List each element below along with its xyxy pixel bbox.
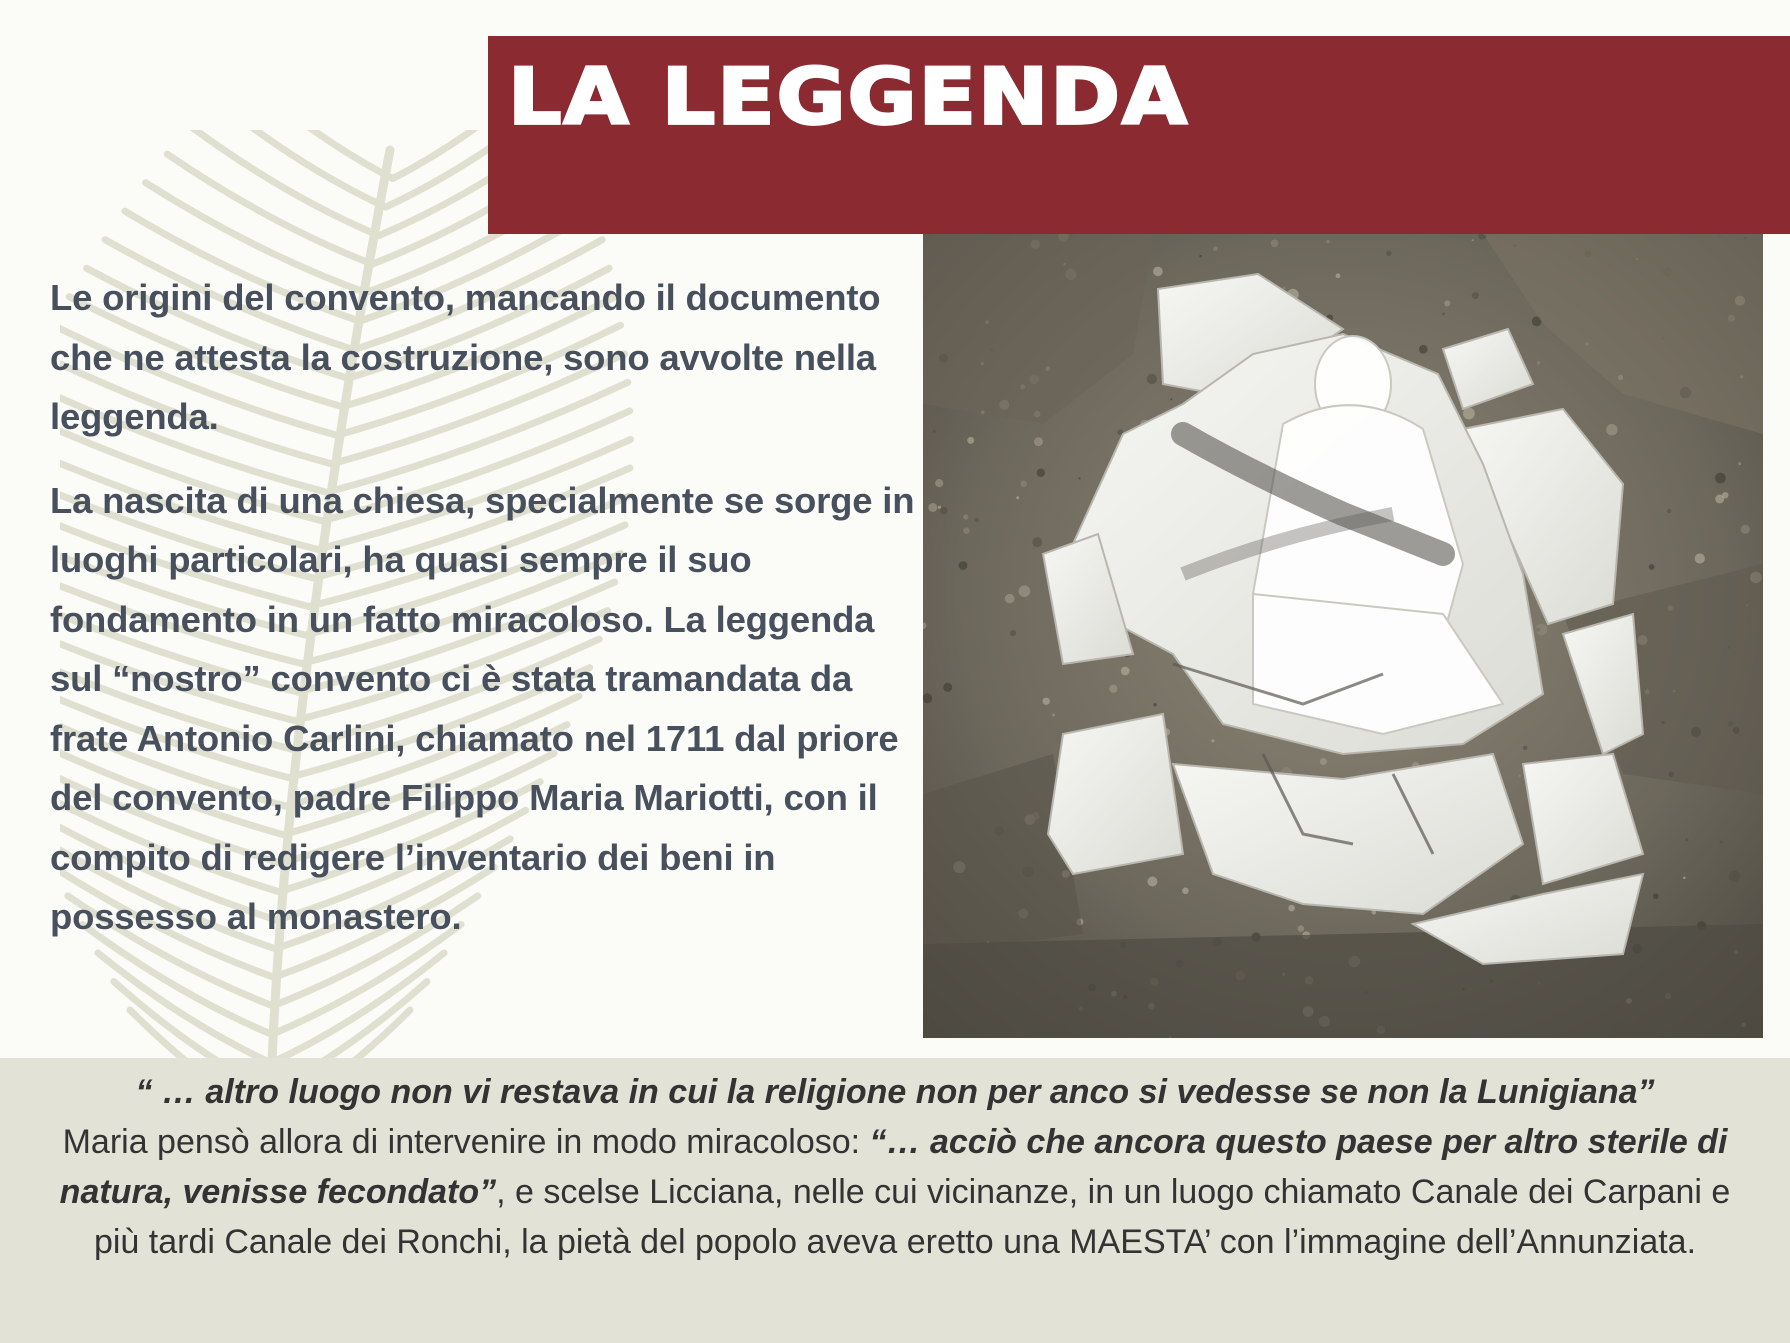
marble-relief-icon	[923, 234, 1763, 1038]
page-title: LA LEGGENDA	[508, 51, 1189, 142]
quote-line-2: “… acciò che ancora questo paese per altro sterile di natura, venisse fecondato”	[59, 1123, 1728, 1211]
quote-text	[40, 1067, 1750, 1267]
narrative-text-1: Maria pensò allora di intervenire in modo miracoloso:	[62, 1123, 870, 1161]
quote-band	[0, 1058, 1790, 1343]
intro-paragraph-1: Le origini del convento, mancando il documento che ne attesta la costruzione, sono avvolte nella leggenda.	[50, 277, 881, 437]
narrative-text-2: , e scelse Licciana, nelle cui vicinanze, in un luogo chiamato Canale dei Carpani e più tardi Canale dei Ronchi, la pietà del popolo aveva eretto una MAESTA’ con l’immagine dell’Annunziata.	[93, 1173, 1731, 1261]
quote-line-1: “ … altro luogo non vi restava in cui la religione non per anco si vedesse se non la Lunigiana”	[135, 1073, 1655, 1111]
intro-paragraph-2: La nascita di una chiesa, specialmente se sorge in luoghi particolari, ha quasi sempre il suo fondamento in un fatto miracoloso. La leggenda sul “nostro” convento ci è stata tramandata da frate Antonio Carlini, chiamato nel 1711 dal priore del convento, padre Filippo Maria Mariotti, con il compito di redigere l’inventario dei beni in possesso al monastero.	[50, 479, 915, 937]
intro-text	[50, 268, 930, 947]
title-band	[488, 36, 1790, 234]
marble-relief-photo	[923, 234, 1763, 1038]
